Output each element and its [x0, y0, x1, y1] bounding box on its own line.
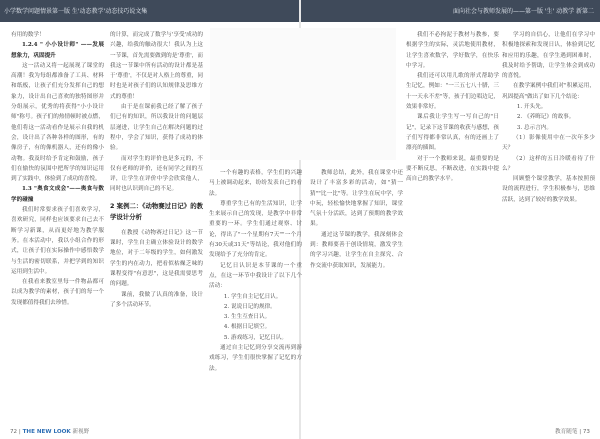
magazine-name: THE NEW LOOK [22, 429, 71, 435]
text-column-6 [502, 30, 595, 422]
body-paragraph: 通过自主记忆到分享交流再到游戏练习，学生们很快掌握了记忆的方法。 [209, 345, 302, 372]
right-issue-label: 教育随笔 [555, 429, 578, 435]
body-paragraph: 课前，我做了认真的准备，设计了多个活动环节。 [110, 291, 203, 308]
body-paragraph: 回顾整个课堂教学，基本按照预设的流程进行，学生积极参与，思维活跃，达到了较好的教学效果。 [502, 176, 595, 203]
body-paragraph: 对于一个教师来说，最重要的是要不断反思，不断改进，在实践中提高自己的教学水平。 [406, 155, 499, 183]
list-item: 2. 说说日记的规律。 [231, 302, 302, 312]
left-footer: 72 | THE NEW LOOK 新视野 [10, 429, 90, 435]
body-paragraph: 这一活动又将一起展现了课堂的高潮！我为每组都准备了工具、材料和纸板，让孩子们充分发挥自己的想象力，设计出自己喜欢的独特图形并分组展示，优秀的将获得"小小设计师"称号。孩子们的热情顿时被点燃，他们将这一活动看作是展示自我的机会，设计出了各种各样的图形，有的像房子，有的像机器人，还有的像小动物。我及时给予肯定和鼓励，孩子们在愉快的氛围中把所学的知识运用到了实践中，体验到了成功的喜悦。 [11, 62, 104, 183]
right-header-text: 面向社会与教师发展的——第一版 '生' 动教学 新第二 [452, 8, 594, 15]
left-page-number: 72 [10, 429, 18, 435]
body-paragraph: 学习的自信心，让他们在学习中积极地探索和发现日认，体验到记忆和应用的乐趣，在学生遇到困难时，我及时给予帮助，让学生体会到成功的喜悦。 [502, 32, 595, 80]
body-paragraph: 教师总结，此外，我在课堂中还设计了丰富多彩的活动，如"猜一猜""比一比"等。让学生在玩中学，学中玩，轻松愉快地掌握了知识，课堂气氛十分活跃，达到了预期的教学效果。 [310, 170, 403, 228]
text-column-5 [406, 30, 499, 422]
figure-blank [210, 28, 396, 160]
numbered-list [502, 102, 595, 133]
right-footer: 教育随笔 | 73 [555, 429, 590, 435]
body-paragraph: 一个有趣的表格，学生们的兴趣马上被调动起来，纷纷发表自己的看法。 [209, 170, 302, 197]
body-paragraph: （2）这样的五日冷暖看待了什么？ [502, 155, 595, 172]
right-page-number: 73 [582, 429, 590, 435]
body-paragraph: 记忆日认识是本节课的一个重点，在这一环节中我设计了以下几个活动： [209, 262, 302, 290]
body-paragraph: 通过这节课的教学，我深刻体会到：教师要善于创设情境，激发学生的学习兴趣，让学生在自主探究、合作交流中获取知识，发展能力。 [310, 231, 403, 269]
body-paragraph: 的计算，而完成了数学与'享受'成功的兴趣，给我的触动很大！我认为上这一节课，首先需要做到的是'尊重'，而我这一节课中所有活动的设计都是基于'尊重'，不仅是对人格上的尊重，同时也是对孩子们的认知规律及思维方式的尊重！ [110, 32, 203, 100]
body-paragraph: 在我看来教室里每一件物品都可以成为教学的素材，孩子们的每一个发现都值得我们去珍惜。 [11, 279, 104, 306]
text-column-4 [310, 168, 403, 422]
subsection-heading: 1.3 "奥食文成会"——奥食与数学的碰撞 [11, 186, 104, 203]
list-item: 3. 生生互查日认。 [231, 312, 302, 322]
list-item: 3. 总示言内。 [524, 123, 595, 133]
body-paragraph: 我们不必拘泥于教材与教参，要根据学生的实际，灵活地使用教材，让学生喜欢数学，学好数学，在快乐中学习。 [406, 32, 499, 69]
body-paragraph: 有用的数学！ [11, 32, 45, 38]
text-column-2 [110, 30, 203, 422]
body-paragraph: 在教学案例中我们对"积累运用，巩固提高"做出了如下几个结论： [502, 83, 595, 100]
section-heading: 2 案例二：《动物赛过日记》的教学设计分析 [110, 201, 203, 221]
left-running-header [0, 0, 300, 22]
list-item: 4. 根据日记填空。 [231, 322, 302, 332]
list-item: 1. 开头先。 [524, 102, 595, 112]
right-running-header [300, 0, 600, 22]
text-column-3 [209, 168, 302, 422]
body-paragraph: （1）影像使用中在一次年多少天？ [502, 134, 595, 152]
list-item: 1. 学生自主记忆日认。 [231, 292, 302, 302]
body-paragraph: 我们还可以用儿歌的形式帮助学生记忆，例如："一三五七八十腊，三十一天永不差"等，孩子们边唱边记，效果非常好。 [406, 73, 499, 111]
left-issue-label: 新视野 [72, 429, 90, 435]
list-item: 2. 《养晦记》的故事。 [524, 112, 595, 122]
left-header-text: 小学数学问题情景第一版 生'动态教学'动态技巧说文集 [4, 8, 148, 15]
body-paragraph: 我们时常要求孩子们喜欢学习，喜欢研究，同样也应该要求自己去不断学习新课，从而更好地为教学服务。在本活动中，我以小组合作的形式，让孩子们在实际操作中感悟数学与生活的密切联系，并把学到的知识运用到生活中。 [11, 207, 104, 275]
body-paragraph: 在教授《动物赛过日记》这一节课时，学生自主确立体验设计的数学地位，对于二年级的学生，如何激发学生的内在动力，把看似枯燥乏味的课程变得"有意思"，这是我需要思考的问题。 [110, 229, 203, 288]
numbered-list [209, 292, 302, 343]
body-paragraph: 而对学生的评价也是多元的，不仅有老师的评价，还有同学之间的互评，让学生在评价中学会欣赏他人，同时也认识到自己的不足。 [110, 155, 203, 193]
body-paragraph: 由于是在课前我已经了解了孩子们已有的知识，所以我设计的问题层层递进，让学生自己在解决问题的过程中，学会了知识，获得了成功的体验。 [110, 104, 203, 152]
body-paragraph: 尊重学生已有的生活知识，让学生来展示自己的发现，是教学中非常重要的一环。学生们通过观察、讨论，得出了"一个星期有7天""一个月有30天或31天"等结论，我对他们的发现给予了充分的肯定。 [209, 200, 302, 259]
subsection-heading: 1.2.4 " 小小设计师" ——发展想象力，巩固提升 [11, 42, 104, 59]
list-item: 5. 游戏练习，记忆日认。 [231, 333, 302, 343]
text-column-1 [11, 30, 104, 422]
body-paragraph: 课后我让学生写一写自己的"日记"，记录下这节课的收获与感想，孩子们写得都非常认真，有的还画上了漂亮的插图。 [406, 114, 499, 152]
